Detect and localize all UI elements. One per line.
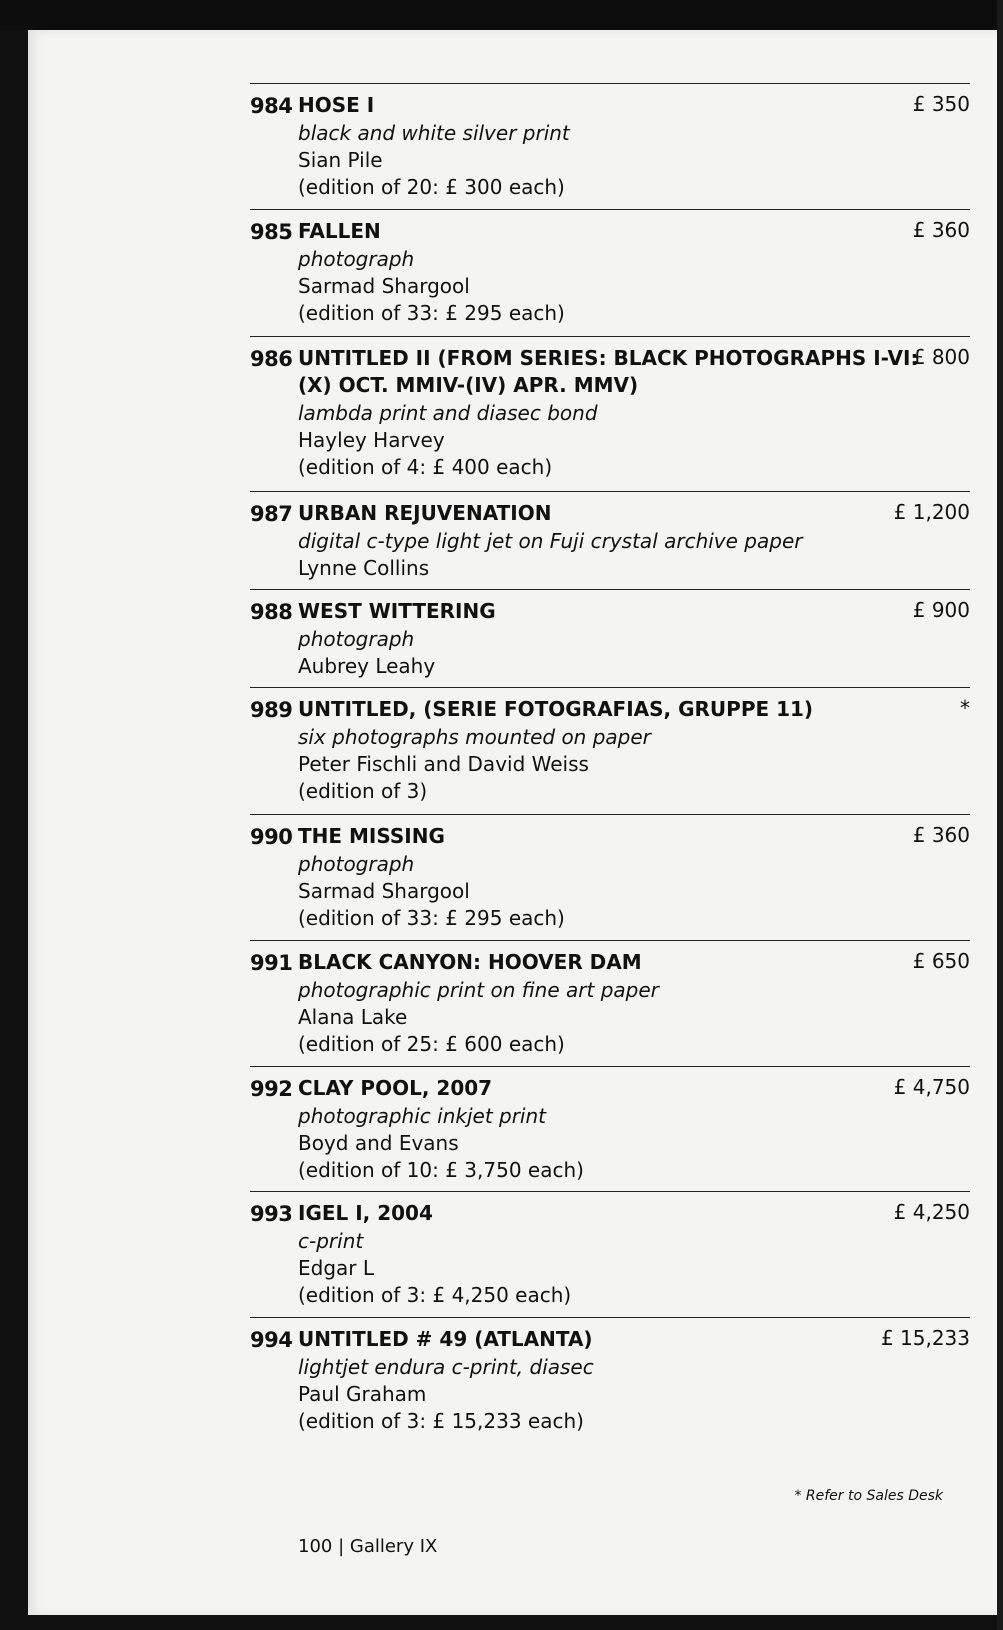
- lot-details: [298, 92, 858, 201]
- lot-price: £ 350: [912, 92, 970, 116]
- lot-price: *: [960, 696, 970, 720]
- lot-title: FALLEN: [298, 219, 381, 243]
- lot-entry: [250, 940, 970, 1065]
- lot-artist: Paul Graham: [298, 1382, 427, 1406]
- lot-entry: [250, 1317, 970, 1442]
- lot-medium: lambda print and diasec bond: [298, 401, 598, 425]
- lot-medium: photographic inkjet print: [298, 1104, 547, 1128]
- lot-edition: (edition of 3): [298, 779, 428, 803]
- lot-artist: Sian Pile: [298, 148, 383, 172]
- lot-artist: Aubrey Leahy: [298, 654, 436, 678]
- lot-details: [298, 598, 858, 680]
- lot-artist: Peter Fischli and David Weiss: [298, 752, 589, 776]
- lot-number: 985: [250, 220, 293, 244]
- lot-price: £ 900: [912, 598, 970, 622]
- lot-price: £ 4,750: [893, 1075, 970, 1099]
- lot-medium: c-print: [298, 1229, 364, 1253]
- lot-edition: (edition of 20: £ 300 each): [298, 175, 565, 199]
- lot-number: 987: [250, 502, 293, 526]
- lot-entry: [250, 814, 970, 939]
- lot-details: [298, 1326, 858, 1435]
- lot-artist: Edgar L: [298, 1256, 375, 1280]
- lot-medium: digital c-type light jet on Fuji crystal archive paper: [298, 529, 803, 553]
- lot-price: £ 800: [912, 345, 970, 369]
- lot-artist: Sarmad Shargool: [298, 274, 470, 298]
- lot-title-line-2: (X) OCT. MMIV-(IV) APR. MMV): [298, 373, 639, 397]
- lot-edition: (edition of 3: £ 15,233 each): [298, 1409, 584, 1433]
- lot-title: URBAN REJUVENATION: [298, 501, 552, 525]
- lot-medium: six photographs mounted on paper: [298, 725, 651, 749]
- lot-entry: [250, 1066, 970, 1191]
- lot-title: UNTITLED # 49 (ATLANTA): [298, 1327, 593, 1351]
- lot-edition: (edition of 10: £ 3,750 each): [298, 1158, 584, 1182]
- scan-right-edge: [997, 0, 1003, 1630]
- lot-number: 994: [250, 1328, 293, 1352]
- lot-edition: (edition of 4: £ 400 each): [298, 455, 553, 479]
- lot-artist: Hayley Harvey: [298, 428, 445, 452]
- lot-details: [298, 345, 919, 481]
- lot-number: 989: [250, 698, 293, 722]
- lot-title: BLACK CANYON: HOOVER DAM: [298, 950, 642, 974]
- lot-price: £ 4,250: [893, 1200, 970, 1224]
- lot-title: CLAY POOL, 2007: [298, 1076, 493, 1100]
- lot-artist: Lynne Collins: [298, 556, 430, 580]
- lot-details: [298, 500, 898, 582]
- lot-medium: photographic print on fine art paper: [298, 978, 659, 1002]
- lot-entry: [250, 83, 970, 208]
- lot-number: 984: [250, 94, 293, 118]
- lot-title: UNTITLED II (FROM SERIES: BLACK PHOTOGRAPHS I-VI:: [298, 346, 919, 370]
- lot-price: £ 1,200: [893, 500, 970, 524]
- lot-entry: [250, 1191, 970, 1316]
- lot-number: 988: [250, 600, 293, 624]
- lot-price: £ 360: [912, 823, 970, 847]
- lot-details: [298, 823, 858, 932]
- lot-title: THE MISSING: [298, 824, 445, 848]
- lot-artist: Sarmad Shargool: [298, 879, 470, 903]
- lot-entry: [250, 491, 970, 588]
- lot-artist: Boyd and Evans: [298, 1131, 459, 1155]
- lot-title: WEST WITTERING: [298, 599, 496, 623]
- scan-top-edge: [0, 0, 1003, 30]
- lot-details: [298, 1075, 858, 1184]
- lot-edition: (edition of 3: £ 4,250 each): [298, 1283, 572, 1307]
- lot-entry: [250, 589, 970, 686]
- footnote: * Refer to Sales Desk: [794, 1488, 943, 1504]
- lot-number: 992: [250, 1077, 293, 1101]
- lot-entry: [250, 209, 970, 334]
- lot-entry: [250, 336, 970, 489]
- lot-medium: black and white silver print: [298, 121, 570, 145]
- lot-number: 990: [250, 825, 293, 849]
- lot-medium: lightjet endura c-print, diasec: [298, 1355, 594, 1379]
- lot-edition: (edition of 33: £ 295 each): [298, 906, 565, 930]
- lot-title: IGEL I, 2004: [298, 1201, 433, 1225]
- page-footer: 100 | Gallery IX: [298, 1536, 438, 1557]
- lot-details: [298, 949, 858, 1058]
- lot-details: [298, 1200, 858, 1309]
- lot-entry: [250, 687, 970, 812]
- lot-details: [298, 696, 858, 805]
- lot-edition: (edition of 25: £ 600 each): [298, 1032, 565, 1056]
- lot-details: [298, 218, 858, 327]
- lot-number: 986: [250, 347, 293, 371]
- lot-edition: (edition of 33: £ 295 each): [298, 301, 565, 325]
- lot-price: £ 15,233: [880, 1326, 970, 1350]
- lot-medium: photograph: [298, 627, 415, 651]
- lot-number: 991: [250, 951, 293, 975]
- lot-title: HOSE I: [298, 93, 375, 117]
- lot-medium: photograph: [298, 852, 415, 876]
- lot-price: £ 650: [912, 949, 970, 973]
- lot-artist: Alana Lake: [298, 1005, 408, 1029]
- lot-title: UNTITLED, (SERIE FOTOGRAFIAS, GRUPPE 11): [298, 697, 814, 721]
- lot-medium: photograph: [298, 247, 415, 271]
- lot-price: £ 360: [912, 218, 970, 242]
- lot-number: 993: [250, 1202, 293, 1226]
